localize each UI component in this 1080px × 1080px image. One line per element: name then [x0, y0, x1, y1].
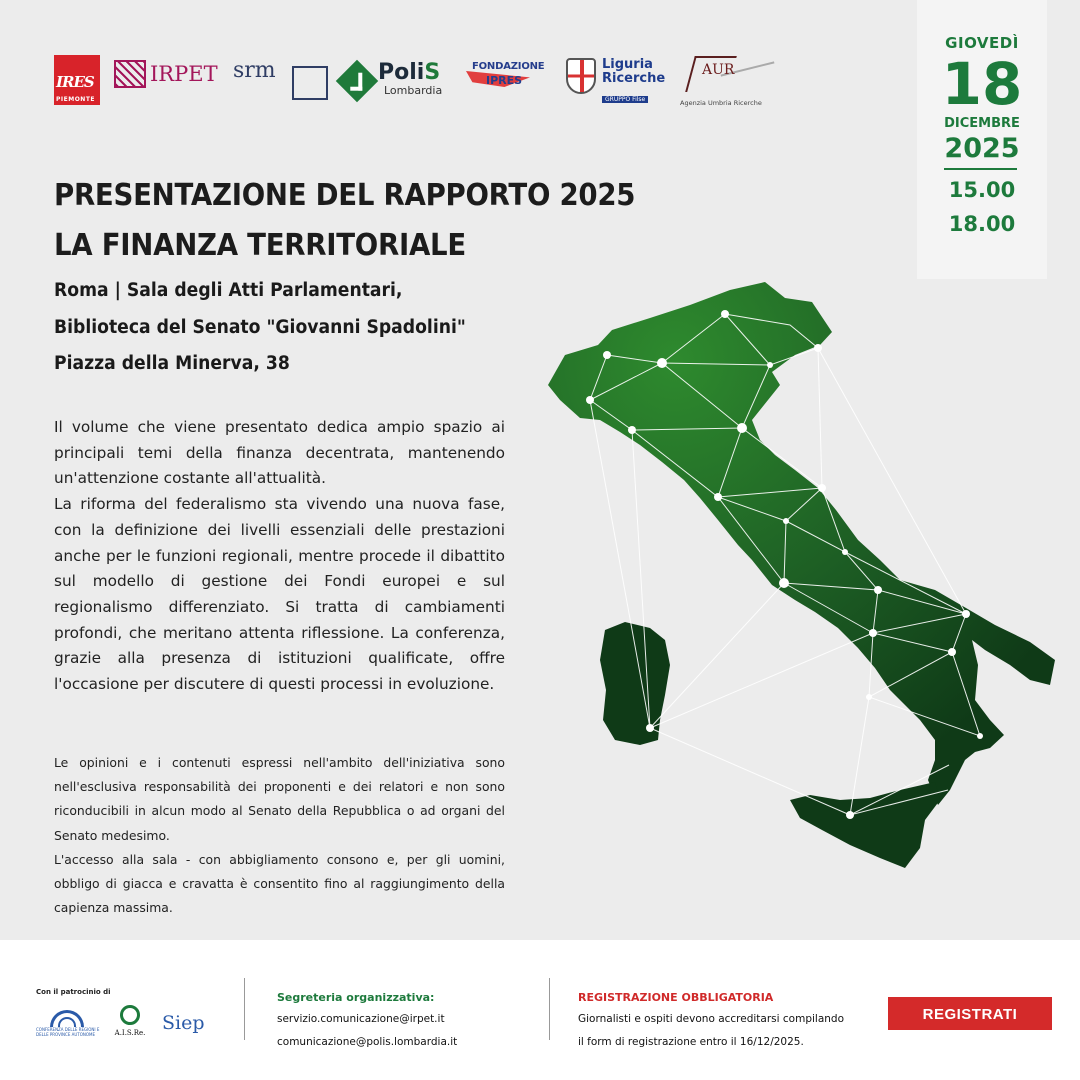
irpet-logo-text: IRPET [150, 62, 218, 86]
aur-abbr: AUR [702, 62, 735, 78]
disclaimer [54, 751, 505, 920]
aisre-logo-text: A.I.S.Re. [114, 1029, 146, 1037]
agenzia-umbria-ricerche-logo [680, 54, 775, 109]
aisre-logo [110, 1005, 150, 1037]
event-month: DICEMBRE [944, 116, 1020, 131]
disclaimer-paragraph-1: Le opinioni e i contenuti espressi nell'ambito dell'iniziativa sono nell'esclusiva responsabilità dei proponenti e dei relatori e non sono riconducibili in alcun modo al Senato della Repubblica o ad organi del Senato medesimo. [54, 755, 505, 843]
conferenza-logo-text: CONFERENZA DELLE REGIONI E DELLE PROVINCE AUTONOME [36, 1027, 100, 1037]
polis-lombardia-logo [342, 62, 442, 97]
liguria-line2: Ricerche [602, 71, 666, 86]
aisre-circle-icon [120, 1005, 140, 1025]
registration-text-1: Giornalisti e ospiti devono accreditarsi compilando [578, 1013, 845, 1025]
page-subtitle: LA FINANZA TERRITORIALE [54, 228, 466, 263]
ires-logo-text: IRES [56, 73, 94, 91]
email-polis-link[interactable]: comunicazione@polis.lombardia.it [277, 1036, 458, 1048]
description-paragraph-2: La riforma del federalismo sta vivendo una nuova fase, con la definizione dei livelli essenziali delle prestazioni anche per le funzioni regionali, mentre procede il dibattito sul modello di gestione dei Fondi europei e sul regionalismo differenziato. Si tratta di cambiamenti profondi, che meritano attenta riflessione. La conferenza, grazie alla presenza di istituzioni qualificate, offre l'occasione per discutere di questi processi in evoluzione. [54, 495, 505, 694]
sardinia-shape [600, 622, 670, 745]
irpet-mark-icon [114, 60, 146, 88]
segreteria-label: Segreteria organizzativa: [277, 991, 435, 1004]
register-button[interactable]: REGISTRATI [888, 997, 1052, 1030]
polis-logo-name: PoliS [378, 60, 441, 85]
polis-check-icon [336, 60, 378, 102]
sicily-shape [790, 782, 940, 868]
fipres-line2: IPRES [486, 74, 523, 87]
event-weekday: GIOVEDÌ [945, 34, 1019, 52]
conferenza-regioni-logo [36, 1010, 100, 1036]
liguria-bar: GRUPPO Filse [602, 96, 648, 103]
venue-line-3: Piazza della Minerva, 38 [54, 353, 290, 374]
conferenza-arcs-icon [50, 1010, 84, 1027]
event-year: 2025 [944, 133, 1020, 164]
italy-network-map [540, 270, 1060, 890]
polis-logo-sub: Lombardia [384, 84, 443, 97]
footer [0, 940, 1080, 1080]
registration-text-2: il form di registrazione entro il 16/12/2025. [578, 1036, 804, 1048]
liguria-line1: Liguria [602, 57, 653, 72]
date-panel [917, 0, 1047, 279]
event-day: 18 [941, 50, 1023, 118]
patrocinio-label: Con il patrocinio di [36, 988, 111, 996]
description-paragraph-1: Il volume che viene presentato dedica ampio spazio ai principali temi della finanza decentrata, mantenendo un'attenzione costante all'attualità. [54, 418, 505, 488]
srm-logo: srm [233, 58, 276, 83]
page-title: PRESENTAZIONE DEL RAPPORTO 2025 [54, 178, 636, 213]
registration-label: REGISTRAZIONE OBBLIGATORIA [578, 991, 774, 1004]
srm-logo-square-icon [292, 66, 328, 100]
venue-line-2: Biblioteca del Senato "Giovanni Spadolini" [54, 317, 466, 338]
aur-caption: Agenzia Umbria Ricerche [680, 99, 762, 107]
siep-logo: Siep [162, 1012, 205, 1034]
ires-logo-sub: PIEMONTE [56, 96, 96, 103]
fipres-line1: FONDAZIONE [472, 61, 545, 72]
disclaimer-paragraph-2: L'accesso alla sala - con abbigliamento consono e, per gli uomini, obbligo di giacca e cravatta è consentito fino al raggiungimento della capienza massima. [54, 851, 505, 916]
liguria-shield-icon [566, 58, 596, 94]
ires-piemonte-logo [54, 55, 100, 105]
event-time-start: 15.00 [948, 178, 1016, 202]
fondazione-ipres-logo [466, 61, 556, 89]
venue-line-1: Roma | Sala degli Atti Parlamentari, [54, 280, 403, 301]
irpet-logo [114, 60, 218, 88]
email-irpet-link[interactable]: servizio.comunicazione@irpet.it [277, 1013, 445, 1025]
event-time-end: 18.00 [948, 212, 1016, 236]
description [54, 415, 505, 698]
footer-divider [244, 978, 245, 1040]
date-divider [944, 168, 1017, 170]
liguria-ricerche-logo [566, 58, 665, 105]
footer-divider [549, 978, 550, 1040]
